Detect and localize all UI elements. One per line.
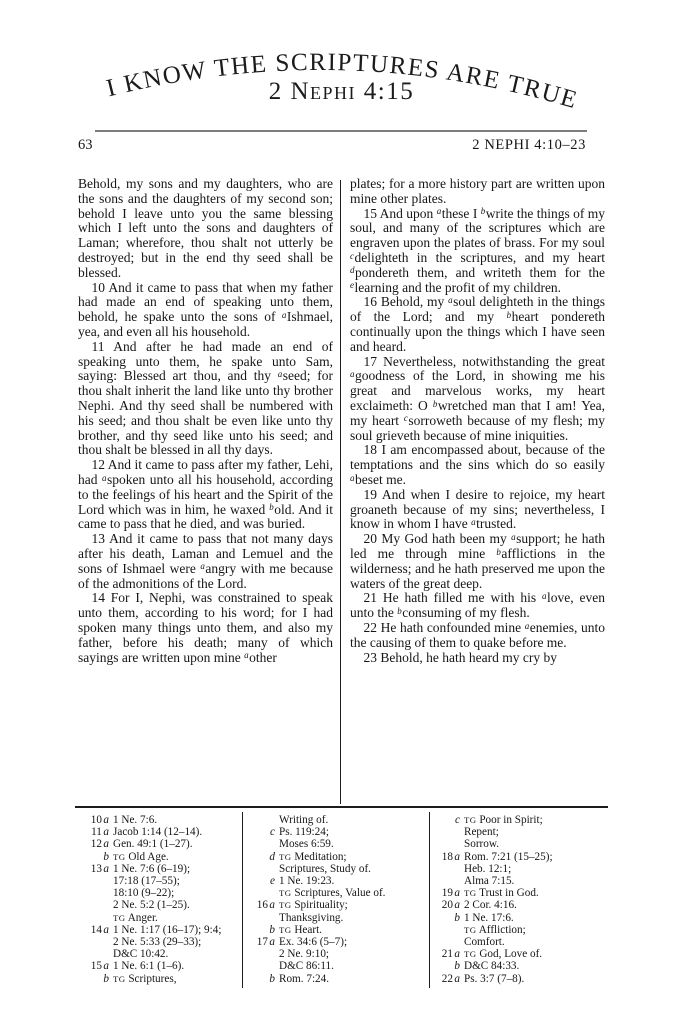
footnote-line: 2 Ne. 9:10; xyxy=(279,948,330,961)
footnote-entry xyxy=(437,948,605,960)
footnote-ref: e xyxy=(270,875,275,888)
footnote-line: Repent; xyxy=(464,826,499,839)
footnote-entry xyxy=(252,899,424,923)
footnote-entry xyxy=(86,863,238,924)
topical-guide-label: TG xyxy=(113,973,126,984)
footnote-marker: a xyxy=(524,620,530,631)
footnote-line: Writing of. xyxy=(279,814,329,826)
footnote-line: TG Old Age. xyxy=(113,850,169,863)
footnote-ref: 10 a xyxy=(90,814,109,826)
footnote-line: TG Trust in God. xyxy=(464,887,539,900)
footnote-marker: b xyxy=(496,546,501,557)
footnote-entry xyxy=(252,936,424,973)
footnote-divider-1 xyxy=(242,812,243,988)
footnote-marker: b xyxy=(432,398,438,409)
footnote-entry xyxy=(252,875,424,899)
subtitle-book-name: Nephi xyxy=(290,78,357,105)
verse-paragraph: 20 My God hath been my $^a$support; he hath led me through mine $^b$afflictions in the wilderness; and he hath preserved me upon the waters of the great deep. xyxy=(350,531,605,591)
footnote-entry xyxy=(86,973,238,985)
running-head xyxy=(78,137,586,154)
footnote-entry xyxy=(437,912,605,949)
left-column xyxy=(78,177,333,805)
footnote-line: Heb. 12:1; xyxy=(464,862,512,875)
footnote-line: Rom. 7:21 (15–25); xyxy=(464,850,553,863)
footnote-line: Ex. 34:6 (5–7); xyxy=(279,936,348,949)
footnote-marker: a xyxy=(101,472,107,483)
footnote-ref: b xyxy=(454,911,460,924)
verse-paragraph: 22 He hath confounded mine $^a$enemies, unto the causing of them to quake before me. xyxy=(350,619,605,650)
footnote-ref: 11 a xyxy=(91,826,109,839)
topical-guide-label: TG xyxy=(113,912,126,923)
footnote-entry xyxy=(86,838,238,850)
arc-title xyxy=(0,14,683,132)
verse-paragraph: 10 And it came to pass that when my father had made an end of speaking unto them, behold, he spake unto the sons of $^a$Ishmael, yea, and even all his household. xyxy=(78,279,333,339)
footnote-ref: 21 a xyxy=(441,948,460,961)
footnote-marker: b xyxy=(506,309,512,320)
footnote-rule xyxy=(75,806,608,808)
footnote-line: Gen. 49:1 (1–27). xyxy=(113,838,193,851)
footnote-marker: a xyxy=(350,472,355,483)
footnote-line: 2 Ne. 5:33 (29–33); xyxy=(113,936,202,949)
topical-guide-label: TG xyxy=(464,924,477,935)
footnotes-column-3 xyxy=(437,814,605,985)
footnote-line: Thanksgiving. xyxy=(279,911,344,924)
footnote-entry xyxy=(437,899,605,911)
footnote-entry xyxy=(437,851,605,888)
topical-guide-label: TG xyxy=(464,815,477,825)
verse-paragraph: 16 Behold, my $^a$soul delighteth in the things of the Lord; and my $^b$heart pondereth continually upon the things which I have seen and heard. xyxy=(350,294,605,354)
topical-guide-label: TG xyxy=(279,888,292,899)
verse-paragraph: 13 And it came to pass that not many days after his death, Laman and Lemuel and the sons of Ishmael were $^a$angry with me because of the admonitions of the Lord. xyxy=(78,531,333,591)
subtitle-book-number: 2 xyxy=(268,78,283,105)
footnote-line: Ps. 3:7 (7–8). xyxy=(464,972,525,985)
footnote-marker: a xyxy=(244,650,249,661)
page-number: 63 xyxy=(78,137,93,153)
verse-paragraph: plates; for a more history part are written upon mine other plates. xyxy=(350,177,605,206)
footnote-entry xyxy=(86,960,238,972)
footnote-entry xyxy=(86,851,238,863)
footnote-entry xyxy=(86,924,238,961)
footnote-line: TG Poor in Spirit; xyxy=(464,814,543,826)
footnote-marker: c xyxy=(350,250,354,261)
footnote-line: Moses 6:59. xyxy=(279,838,334,851)
topical-guide-label: TG xyxy=(279,924,292,935)
verse-paragraph: 15 And upon $^a$these I $^b$write the things of my soul, and many of the scriptures which are engraven upon the plates of brass. For my soul $^c$delighteth in the scriptures, and my heart $^d$pondereth them, and writeth them for the $^e$learning and the profit of my children. xyxy=(350,205,605,295)
verse-paragraph: 17 Nevertheless, notwithstanding the great $^a$goodness of the Lord, in showing me his great and marvelous works, my heart exclaimeth: O $^b$wretched man that I am! Yea, my heart $^c$sorroweth because of my flesh; my soul grieveth because of mine iniquities. xyxy=(350,353,605,443)
subtitle-verse-ref: 4:15 xyxy=(363,78,415,105)
footnote-line: TG Affliction; xyxy=(464,923,526,936)
footnote-ref: 22 a xyxy=(441,972,460,985)
footnote-ref: 19 a xyxy=(441,887,460,900)
footnote-line: 2 Cor. 4:16. xyxy=(464,899,517,912)
footnote-entry xyxy=(437,973,605,985)
footnote-ref: 18 a xyxy=(441,850,460,863)
footnote-line: 18:10 (9–22); xyxy=(113,887,175,900)
footnote-line: TG Anger. xyxy=(113,911,158,924)
footnote-ref: b xyxy=(269,972,275,985)
verse-paragraph: 18 I am encompassed about, because of the temptations and the sins which do so easily $^a$beset me. xyxy=(350,442,605,487)
footnote-marker: c xyxy=(403,413,408,424)
footnote-marker: e xyxy=(350,280,354,291)
footnote-line: 17:18 (17–55); xyxy=(113,875,180,888)
footnote-line: TG Scriptures, Value of. xyxy=(279,887,386,900)
footnote-ref: 14 a xyxy=(90,923,109,936)
footnote-ref: 16 a xyxy=(256,899,275,912)
footnote-line: 1 Ne. 17:6. xyxy=(464,911,514,924)
footnote-marker: a xyxy=(350,368,355,379)
footnote-marker: a xyxy=(436,206,442,217)
chapter-subtitle xyxy=(0,78,683,106)
footnote-entry xyxy=(86,814,238,826)
footnote-ref: 20 a xyxy=(441,899,460,912)
footnote-line: Alma 7:15. xyxy=(464,875,515,888)
footnote-marker: a xyxy=(541,590,547,601)
footnote-entry xyxy=(252,826,424,850)
footnote-line: Comfort. xyxy=(464,936,505,949)
footnote-line: Jacob 1:14 (12–14). xyxy=(113,826,203,839)
title-rule xyxy=(95,130,587,132)
footnote-ref: b xyxy=(103,972,109,985)
footnote-marker: b xyxy=(480,206,486,217)
topical-guide-label: TG xyxy=(279,851,292,862)
footnote-line: TG God, Love of. xyxy=(464,948,543,961)
footnote-line: D&C 86:11. xyxy=(279,960,334,973)
page-reference: 2 NEPHI 4:10–23 xyxy=(472,137,586,153)
verse-paragraph: 11 And after he had made an end of speaking unto them, he spake unto Sam, saying: Blessed art thou, and thy $^a$seed; for thou shalt inherit the land like unto thy brother Nephi. And thy seed shall be numbered with his seed; and thou shalt be even like unto thy brother, and thy seed like unto his seed; and thou shalt be blessed in all thy days. xyxy=(78,338,333,458)
footnotes-column-1 xyxy=(86,814,238,985)
footnote-line: Sorrow. xyxy=(464,838,500,851)
footnote-ref: d xyxy=(269,850,275,863)
verse-paragraph: 14 For I, Nephi, was constrained to speak unto them, according to his word; for I had spoken many things unto them, and also my father, before his death; many of which sayings are written upon mine $^a$other xyxy=(78,590,333,665)
footnote-marker: b xyxy=(269,502,274,513)
footnotes-column-2 xyxy=(252,814,424,985)
footnote-ref: b xyxy=(103,850,109,863)
footnote-entry xyxy=(437,960,605,972)
footnote-entry xyxy=(252,851,424,875)
footnote-marker: a xyxy=(200,561,205,572)
footnote-line: TG Spirituality; xyxy=(279,899,348,912)
verse-paragraph: 19 And when I desire to rejoice, my heart groaneth because of my sins; nevertheless, I know in whom I have $^a$trusted. xyxy=(350,486,605,532)
footnote-ref: 13 a xyxy=(90,862,109,875)
footnote-entry xyxy=(252,814,424,826)
verse-paragraph: 21 He hath filled me with his $^a$love, even unto the $^b$consuming of my flesh. xyxy=(350,590,605,621)
footnote-marker: a xyxy=(471,516,476,527)
footnote-ref: 15 a xyxy=(90,960,109,973)
verse-paragraph: 23 Behold, he hath heard my cry by xyxy=(363,649,557,665)
topical-guide-label: TG xyxy=(464,949,477,960)
topical-guide-label: TG xyxy=(113,851,126,862)
arc-title-text: I KNOW THE SCRIPTURES ARE TRUE xyxy=(103,48,582,115)
footnote-line: Ps. 119:24; xyxy=(279,826,329,839)
footnote-marker: d xyxy=(350,265,355,276)
footnote-line: 1 Ne. 7:6. xyxy=(113,814,158,826)
footnote-line: TG Meditation; xyxy=(279,850,347,863)
footnote-ref: c xyxy=(455,814,460,826)
footnote-ref: c xyxy=(270,826,275,839)
footnote-line: TG Scriptures, xyxy=(113,972,177,985)
footnote-entry xyxy=(252,973,424,985)
verse-paragraph: 12 And it came to pass after my father, Lehi, had $^a$spoken unto all his household, according to the feelings of his heart and the Spirit of the Lord which was in him, he waxed $^b$old. And it came to pass that he died, and was buried. xyxy=(78,457,333,532)
footnote-entry xyxy=(86,826,238,838)
footnote-ref: 12 a xyxy=(90,838,109,851)
footnote-line: Rom. 7:24. xyxy=(279,972,330,985)
footnote-divider-2 xyxy=(429,812,430,988)
footnote-line: 1 Ne. 19:23. xyxy=(279,875,335,888)
footnote-line: D&C 10:42. xyxy=(113,948,169,961)
footnote-line: 2 Ne. 5:2 (1–25). xyxy=(113,899,190,912)
footnote-marker: a xyxy=(277,368,283,379)
footnote-line: D&C 84:33. xyxy=(464,960,520,973)
footnote-line: TG Heart. xyxy=(279,923,322,936)
right-column xyxy=(350,177,605,805)
column-divider xyxy=(340,180,341,804)
footnote-marker: a xyxy=(448,294,453,305)
footnote-entry xyxy=(252,924,424,936)
footnote-line: 1 Ne. 7:6 (6–19); xyxy=(113,862,191,875)
footnote-marker: b xyxy=(397,605,402,616)
footnote-line: 1 Ne. 1:17 (16–17); 9:4; xyxy=(113,923,222,936)
topical-guide-label: TG xyxy=(279,900,292,911)
footnote-line: 1 Ne. 6:1 (1–6). xyxy=(113,960,185,973)
footnote-ref: 17 a xyxy=(256,936,275,949)
footnote-marker: a xyxy=(281,309,287,320)
footnote-entry xyxy=(437,814,605,851)
footnote-line: Scriptures, Study of. xyxy=(279,862,371,875)
footnote-ref: b xyxy=(269,923,275,936)
footnote-marker: a xyxy=(511,531,516,542)
footnote-ref: b xyxy=(454,960,460,973)
topical-guide-label: TG xyxy=(464,888,477,899)
verse-paragraph: Behold, my sons and my daughters, who are the sons and the daughters of my second son; behold I leave unto you the same blessing which I left unto the sons and daughters of Laman; wherefore, thou shalt not utterly be destroyed; but in the end thy seed shall be blessed. xyxy=(78,177,333,280)
footnote-entry xyxy=(437,887,605,899)
